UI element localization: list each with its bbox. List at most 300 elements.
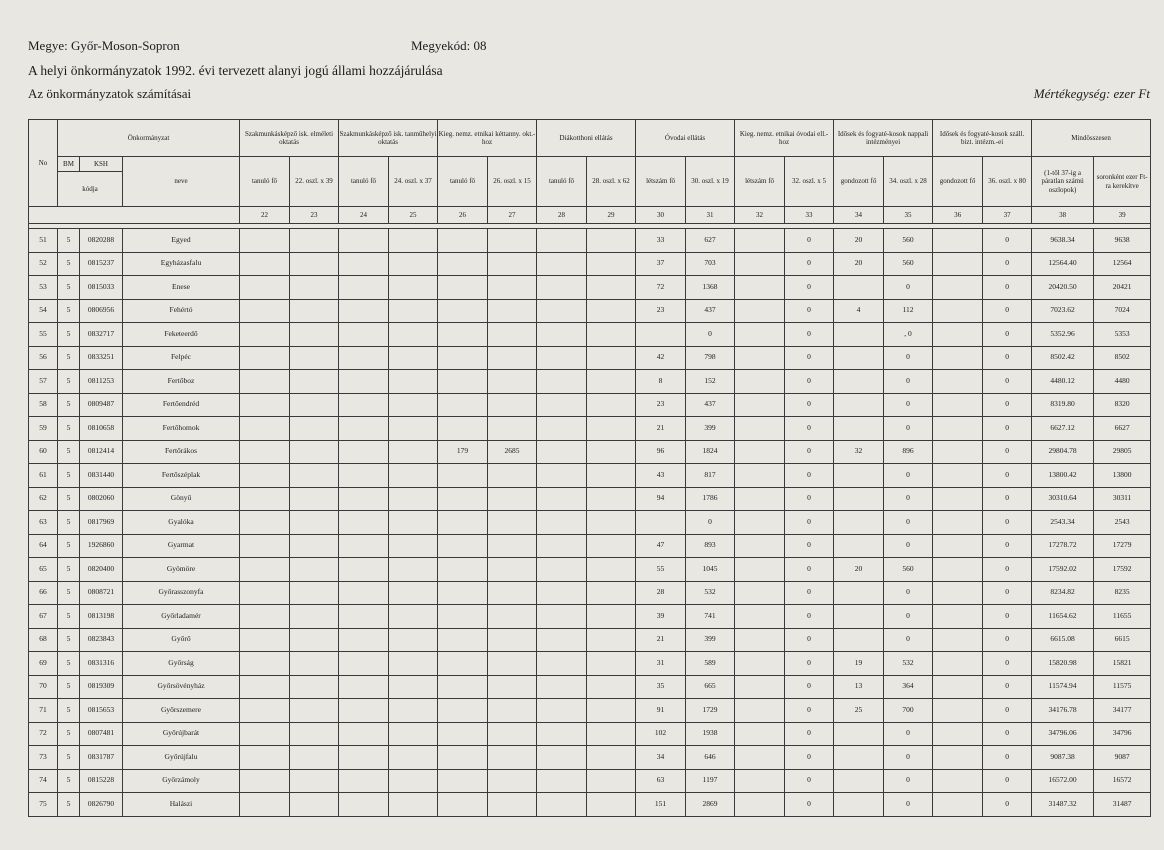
cell-26 (438, 417, 488, 441)
cell-25 (389, 417, 438, 441)
table-row (29, 746, 1151, 770)
cell-37: 0 (983, 675, 1032, 699)
cell-26 (438, 229, 488, 253)
table-row (29, 793, 1151, 817)
cell-24 (339, 628, 389, 652)
cell-31: 152 (686, 370, 735, 394)
cell-22 (240, 299, 290, 323)
cell-35: 560 (884, 252, 933, 276)
cell-26 (438, 323, 488, 347)
column-number-blank (29, 207, 240, 224)
cell-26 (438, 605, 488, 629)
municipality-name: Egyed (123, 229, 240, 253)
row-number: 68 (29, 628, 58, 652)
row-number: 67 (29, 605, 58, 629)
table-row (29, 370, 1151, 394)
cell-31: 627 (686, 229, 735, 253)
row-number: 52 (29, 252, 58, 276)
cell-22 (240, 746, 290, 770)
cell-30: 31 (636, 652, 686, 676)
ksh-code: 0815228 (80, 769, 123, 793)
cell-27 (488, 229, 537, 253)
col-onkormanyzat-header: Önkormányzat (58, 120, 240, 157)
cell-27 (488, 722, 537, 746)
cell-33: 0 (785, 675, 834, 699)
cell-31: 1786 (686, 487, 735, 511)
cell-27 (488, 628, 537, 652)
column-number: 24 (339, 207, 389, 224)
cell-33: 0 (785, 652, 834, 676)
table-row (29, 252, 1151, 276)
cell-23 (290, 464, 339, 488)
sub-header: 26. oszl. x 15 (488, 157, 537, 207)
cell-29 (587, 534, 636, 558)
cell-35: 560 (884, 558, 933, 582)
sub-header: (1-től 37-ig a páratlan számú oszlopok) (1032, 157, 1094, 207)
cell-28 (537, 440, 587, 464)
cell-36 (933, 417, 983, 441)
cell-23 (290, 393, 339, 417)
cell-37: 0 (983, 299, 1032, 323)
cell-26 (438, 252, 488, 276)
cell-31: 1045 (686, 558, 735, 582)
cell-27 (488, 487, 537, 511)
cell-30: 102 (636, 722, 686, 746)
cell-22 (240, 346, 290, 370)
cell-39: 12564 (1094, 252, 1151, 276)
cell-22 (240, 370, 290, 394)
cell-31: 1938 (686, 722, 735, 746)
cell-23 (290, 252, 339, 276)
cell-24 (339, 323, 389, 347)
cell-25 (389, 487, 438, 511)
cell-36 (933, 628, 983, 652)
col-neve-header: neve (123, 157, 240, 207)
cell-34 (834, 769, 884, 793)
cell-36 (933, 534, 983, 558)
municipality-name: Gyarmat (123, 534, 240, 558)
cell-35: 112 (884, 299, 933, 323)
table-body (29, 229, 1151, 817)
cell-28 (537, 229, 587, 253)
column-number: 39 (1094, 207, 1151, 224)
cell-33: 0 (785, 746, 834, 770)
municipality-name: Fertőszéplak (123, 464, 240, 488)
cell-37: 0 (983, 558, 1032, 582)
cell-33: 0 (785, 346, 834, 370)
cell-26 (438, 487, 488, 511)
cell-38: 6627.12 (1032, 417, 1094, 441)
column-number: 33 (785, 207, 834, 224)
cell-24 (339, 675, 389, 699)
municipality-name: Fertőboz (123, 370, 240, 394)
cell-32 (735, 299, 785, 323)
column-number: 27 (488, 207, 537, 224)
group-header: Diákotthoni ellátás (537, 120, 636, 157)
cell-38: 34796.06 (1032, 722, 1094, 746)
row-number: 55 (29, 323, 58, 347)
municipality-name: Halászi (123, 793, 240, 817)
bm-code: 5 (58, 276, 80, 300)
cell-37: 0 (983, 276, 1032, 300)
table-row (29, 534, 1151, 558)
cell-23 (290, 534, 339, 558)
cell-32 (735, 487, 785, 511)
sub-header: tanuló fő (339, 157, 389, 207)
bm-code: 5 (58, 534, 80, 558)
cell-25 (389, 699, 438, 723)
table-row (29, 464, 1151, 488)
cell-29 (587, 323, 636, 347)
municipality-name: Győrladamér (123, 605, 240, 629)
cell-26 (438, 769, 488, 793)
ksh-code: 0815237 (80, 252, 123, 276)
cell-32 (735, 440, 785, 464)
cell-34 (834, 746, 884, 770)
cell-28 (537, 299, 587, 323)
bm-code: 5 (58, 229, 80, 253)
cell-37: 0 (983, 652, 1032, 676)
cell-39: 6627 (1094, 417, 1151, 441)
cell-26 (438, 652, 488, 676)
cell-30: 55 (636, 558, 686, 582)
cell-31: 437 (686, 393, 735, 417)
cell-32 (735, 746, 785, 770)
cell-36 (933, 346, 983, 370)
cell-25 (389, 393, 438, 417)
cell-37: 0 (983, 252, 1032, 276)
cell-22 (240, 393, 290, 417)
cell-23 (290, 652, 339, 676)
cell-34 (834, 628, 884, 652)
bm-code: 5 (58, 769, 80, 793)
cell-26 (438, 699, 488, 723)
municipality-name: Gyömöre (123, 558, 240, 582)
cell-29 (587, 511, 636, 535)
cell-22 (240, 534, 290, 558)
cell-28 (537, 652, 587, 676)
cell-37: 0 (983, 769, 1032, 793)
cell-25 (389, 652, 438, 676)
cell-38: 29804.78 (1032, 440, 1094, 464)
cell-24 (339, 699, 389, 723)
cell-25 (389, 323, 438, 347)
col-no-header: No (29, 120, 58, 207)
municipality-name: Egyházasfalu (123, 252, 240, 276)
cell-25 (389, 534, 438, 558)
cell-26 (438, 746, 488, 770)
cell-36 (933, 464, 983, 488)
cell-34 (834, 581, 884, 605)
cell-36 (933, 699, 983, 723)
cell-33: 0 (785, 370, 834, 394)
cell-22 (240, 699, 290, 723)
cell-39: 34177 (1094, 699, 1151, 723)
cell-39: 5353 (1094, 323, 1151, 347)
municipality-name: Feketeerdő (123, 323, 240, 347)
cell-35: 532 (884, 652, 933, 676)
ksh-code: 0819309 (80, 675, 123, 699)
cell-26 (438, 581, 488, 605)
cell-23 (290, 229, 339, 253)
cell-36 (933, 675, 983, 699)
cell-29 (587, 346, 636, 370)
cell-26 (438, 793, 488, 817)
cell-23 (290, 558, 339, 582)
column-number: 30 (636, 207, 686, 224)
cell-32 (735, 793, 785, 817)
cell-25 (389, 558, 438, 582)
sub-header: gondozott fő (933, 157, 983, 207)
cell-32 (735, 675, 785, 699)
cell-31: 741 (686, 605, 735, 629)
cell-24 (339, 393, 389, 417)
ksh-code: 0810658 (80, 417, 123, 441)
cell-28 (537, 628, 587, 652)
cell-27 (488, 605, 537, 629)
cell-28 (537, 346, 587, 370)
cell-29 (587, 229, 636, 253)
cell-38: 6615.08 (1032, 628, 1094, 652)
cell-36 (933, 393, 983, 417)
bm-code: 5 (58, 252, 80, 276)
ksh-code: 0806956 (80, 299, 123, 323)
cell-23 (290, 323, 339, 347)
row-number: 51 (29, 229, 58, 253)
group-header: Mindösszesen (1032, 120, 1151, 157)
ksh-code: 0812414 (80, 440, 123, 464)
cell-24 (339, 346, 389, 370)
cell-38: 11574.94 (1032, 675, 1094, 699)
cell-22 (240, 581, 290, 605)
cell-29 (587, 793, 636, 817)
sub-header: 22. oszl. x 39 (290, 157, 339, 207)
cell-27 (488, 511, 537, 535)
cell-33: 0 (785, 229, 834, 253)
cell-26: 179 (438, 440, 488, 464)
cell-22 (240, 487, 290, 511)
row-number: 53 (29, 276, 58, 300)
cell-26 (438, 722, 488, 746)
cell-29 (587, 299, 636, 323)
cell-38: 15820.98 (1032, 652, 1094, 676)
cell-23 (290, 793, 339, 817)
cell-32 (735, 252, 785, 276)
cell-27 (488, 581, 537, 605)
cell-35: 0 (884, 417, 933, 441)
cell-22 (240, 675, 290, 699)
cell-22 (240, 323, 290, 347)
sub-header: 28. oszl. x 62 (587, 157, 636, 207)
cell-32 (735, 323, 785, 347)
municipality-name: Gönyű (123, 487, 240, 511)
cell-32 (735, 605, 785, 629)
cell-32 (735, 558, 785, 582)
bm-code: 5 (58, 722, 80, 746)
row-number: 69 (29, 652, 58, 676)
cell-39: 13800 (1094, 464, 1151, 488)
cell-24 (339, 534, 389, 558)
cell-33: 0 (785, 252, 834, 276)
cell-34 (834, 276, 884, 300)
col-kodja-header: kódja (58, 172, 123, 207)
cell-30: 42 (636, 346, 686, 370)
cell-25 (389, 440, 438, 464)
cell-29 (587, 652, 636, 676)
cell-27 (488, 323, 537, 347)
row-number: 64 (29, 534, 58, 558)
cell-34 (834, 487, 884, 511)
cell-38: 17278.72 (1032, 534, 1094, 558)
cell-25 (389, 722, 438, 746)
cell-22 (240, 558, 290, 582)
row-number: 75 (29, 793, 58, 817)
cell-22 (240, 511, 290, 535)
cell-32 (735, 417, 785, 441)
cell-25 (389, 581, 438, 605)
document-subtitle: Az önkormányzatok számításai (28, 86, 192, 101)
cell-37: 0 (983, 746, 1032, 770)
cell-37: 0 (983, 323, 1032, 347)
cell-23 (290, 511, 339, 535)
municipality-name: Győrő (123, 628, 240, 652)
table-row (29, 299, 1151, 323)
cell-25 (389, 769, 438, 793)
cell-30: 37 (636, 252, 686, 276)
municipality-name: Fehértó (123, 299, 240, 323)
column-number: 32 (735, 207, 785, 224)
cell-25 (389, 299, 438, 323)
cell-24 (339, 440, 389, 464)
cell-29 (587, 746, 636, 770)
cell-34 (834, 722, 884, 746)
cell-27 (488, 534, 537, 558)
cell-35: 0 (884, 746, 933, 770)
cell-30: 91 (636, 699, 686, 723)
cell-26 (438, 393, 488, 417)
sub-header: 36. oszl. x 80 (983, 157, 1032, 207)
cell-29 (587, 276, 636, 300)
cell-33: 0 (785, 793, 834, 817)
cell-29 (587, 487, 636, 511)
cell-24 (339, 464, 389, 488)
cell-30: 72 (636, 276, 686, 300)
ksh-code: 0811253 (80, 370, 123, 394)
row-number: 70 (29, 675, 58, 699)
ksh-code: 0813198 (80, 605, 123, 629)
cell-36 (933, 652, 983, 676)
cell-35: 0 (884, 722, 933, 746)
cell-30: 34 (636, 746, 686, 770)
cell-39: 17279 (1094, 534, 1151, 558)
group-header: Kieg. nemz. etnikai kéttanny. okt.-hoz (438, 120, 537, 157)
cell-34 (834, 464, 884, 488)
cell-37: 0 (983, 581, 1032, 605)
cell-31: 1197 (686, 769, 735, 793)
cell-37: 0 (983, 534, 1032, 558)
cell-29 (587, 581, 636, 605)
cell-35: 0 (884, 346, 933, 370)
bm-code: 5 (58, 746, 80, 770)
cell-24 (339, 769, 389, 793)
municipality-name: Felpéc (123, 346, 240, 370)
cell-34: 20 (834, 229, 884, 253)
cell-26 (438, 299, 488, 323)
cell-30: 96 (636, 440, 686, 464)
cell-33: 0 (785, 558, 834, 582)
cell-24 (339, 252, 389, 276)
cell-39: 30311 (1094, 487, 1151, 511)
cell-37: 0 (983, 699, 1032, 723)
cell-25 (389, 252, 438, 276)
municipality-name: Győrújbarát (123, 722, 240, 746)
cell-31: 1824 (686, 440, 735, 464)
cell-23 (290, 722, 339, 746)
cell-37: 0 (983, 722, 1032, 746)
sub-header: 32. oszl. x 5 (785, 157, 834, 207)
table-row (29, 417, 1151, 441)
cell-39: 2543 (1094, 511, 1151, 535)
cell-36 (933, 605, 983, 629)
cell-25 (389, 464, 438, 488)
cell-39: 11655 (1094, 605, 1151, 629)
cell-27 (488, 393, 537, 417)
cell-28 (537, 393, 587, 417)
cell-29 (587, 252, 636, 276)
group-header: Idősek és fogyaté-kosok száll. bizt. intézm.-ei (933, 120, 1032, 157)
cell-25 (389, 370, 438, 394)
cell-38: 8502.42 (1032, 346, 1094, 370)
cell-28 (537, 417, 587, 441)
cell-28 (537, 699, 587, 723)
cell-36 (933, 722, 983, 746)
cell-34 (834, 323, 884, 347)
cell-22 (240, 276, 290, 300)
cell-35: 0 (884, 370, 933, 394)
cell-32 (735, 769, 785, 793)
cell-34: 20 (834, 558, 884, 582)
cell-28 (537, 252, 587, 276)
cell-31: 399 (686, 417, 735, 441)
cell-37: 0 (983, 229, 1032, 253)
cell-35: 0 (884, 487, 933, 511)
cell-30: 21 (636, 417, 686, 441)
table-row (29, 229, 1151, 253)
cell-32 (735, 652, 785, 676)
cell-23 (290, 581, 339, 605)
cell-34 (834, 534, 884, 558)
row-number: 57 (29, 370, 58, 394)
cell-26 (438, 346, 488, 370)
sub-header: 34. oszl. x 28 (884, 157, 933, 207)
cell-33: 0 (785, 581, 834, 605)
municipality-name: Győrság (123, 652, 240, 676)
cell-34: 25 (834, 699, 884, 723)
ksh-code: 0831787 (80, 746, 123, 770)
sub-header: 30. oszl. x 19 (686, 157, 735, 207)
cell-34: 4 (834, 299, 884, 323)
bm-code: 5 (58, 793, 80, 817)
table-row (29, 323, 1151, 347)
col-ksh-header: KSH (80, 157, 123, 172)
table-row (29, 675, 1151, 699)
cell-32 (735, 511, 785, 535)
cell-24 (339, 276, 389, 300)
cell-25 (389, 793, 438, 817)
row-number: 74 (29, 769, 58, 793)
cell-38: 30310.64 (1032, 487, 1094, 511)
cell-34: 32 (834, 440, 884, 464)
